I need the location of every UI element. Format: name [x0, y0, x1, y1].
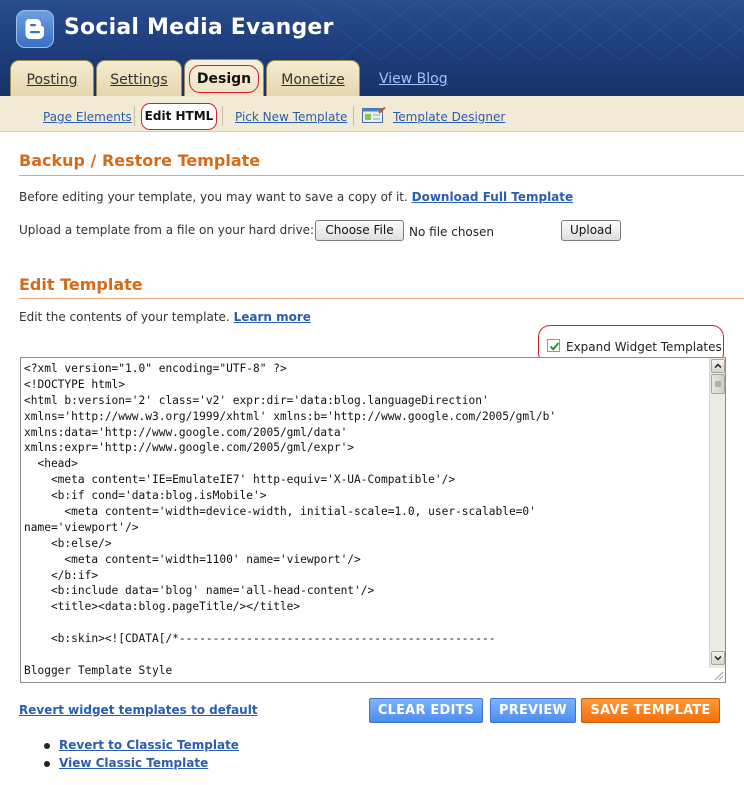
- upload-instructions: Upload a template from a file on your hard drive:: [19, 223, 315, 237]
- subnav-divider: [222, 106, 223, 126]
- subnav-pick-new-template[interactable]: Pick New Template: [235, 110, 348, 124]
- code-line: name='viewport'/>: [24, 520, 139, 534]
- revert-to-classic-template-link[interactable]: Revert to Classic Template: [59, 738, 239, 752]
- revert-widget-templates-link[interactable]: Revert widget templates to default: [19, 703, 258, 717]
- backup-restore-heading: Backup / Restore Template: [19, 151, 261, 170]
- subnav-page-elements[interactable]: Page Elements: [43, 110, 132, 124]
- code-line: <html b:version='2' class='v2' expr:dir='data:blog.languageDirection': [24, 393, 489, 407]
- expand-widget-templates-checkbox[interactable]: [547, 339, 560, 352]
- code-line: <!DOCTYPE html>: [24, 377, 126, 391]
- code-line: </b:if>: [24, 568, 99, 582]
- learn-more-link[interactable]: Learn more: [233, 310, 311, 324]
- code-line: xmlns:data='http://www.google.com/2005/gml/data': [24, 425, 348, 439]
- tab-monetize[interactable]: Monetize: [266, 60, 360, 96]
- code-line: xmlns:expr='http://www.google.com/2005/gml/expr'>: [24, 441, 355, 455]
- backup-intro-text: Before editing your template, you may want to save a copy of it.: [19, 190, 408, 204]
- scrollbar-thumb[interactable]: [711, 374, 725, 394]
- view-blog-link[interactable]: View Blog: [379, 71, 448, 87]
- code-line: <meta content='IE=EmulateIE7' http-equiv='X-UA-Compatible'/>: [24, 473, 456, 487]
- code-line: Blogger Template Style: [24, 663, 173, 677]
- clear-edits-button[interactable]: CLEAR EDITS: [369, 698, 483, 723]
- tab-posting[interactable]: Posting: [10, 60, 94, 96]
- code-line: <b:if cond='data:blog.isMobile'>: [24, 489, 267, 503]
- template-designer-icon[interactable]: [362, 107, 386, 124]
- subnav-template-designer[interactable]: Template Designer: [393, 110, 506, 124]
- tab-design-label: Design: [196, 71, 252, 87]
- file-status: No file chosen: [409, 225, 495, 239]
- highlight-ring: [189, 65, 259, 93]
- subnav-divider: [134, 106, 135, 126]
- code-line: <?xml version="1.0" encoding="UTF-8" ?>: [24, 362, 287, 375]
- code-line: <meta content='width=1100' name='viewport'/>: [24, 552, 361, 566]
- code-line: [24, 647, 712, 663]
- scroll-up-arrow-icon[interactable]: [711, 359, 725, 373]
- download-full-template-link[interactable]: Download Full Template: [411, 190, 574, 204]
- edit-template-heading: Edit Template: [19, 275, 143, 294]
- checkmark-icon: [549, 341, 560, 352]
- tab-settings[interactable]: Settings: [96, 60, 182, 96]
- resize-handle-icon[interactable]: [712, 669, 724, 681]
- code-line: xmlns='http://www.w3.org/1999/xhtml' xmlns:b='http://www.google.com/2005/gml/b': [24, 409, 557, 423]
- bullet-icon: [44, 761, 50, 767]
- edit-intro: [19, 310, 311, 324]
- scroll-down-arrow-icon[interactable]: [711, 651, 725, 665]
- preview-button[interactable]: PREVIEW: [490, 698, 576, 723]
- tab-design[interactable]: [184, 59, 264, 97]
- section-divider: [19, 175, 744, 176]
- section-divider: [19, 298, 744, 299]
- subnav-divider: [353, 106, 354, 126]
- view-classic-template-link[interactable]: View Classic Template: [59, 756, 209, 770]
- code-line: [24, 615, 712, 631]
- code-line: <head>: [24, 457, 78, 471]
- code-lines: [24, 361, 712, 679]
- code-line: <b:skin><![CDATA[/*-----------------------------------------------: [24, 632, 496, 646]
- backup-intro: [19, 190, 573, 204]
- bullet-icon: [44, 743, 50, 749]
- code-line: <meta content='width=device-width, initial-scale=1.0, user-scalable=0': [24, 505, 536, 519]
- editor-scrollbar[interactable]: [709, 358, 725, 668]
- template-code-editor[interactable]: [20, 357, 726, 683]
- save-template-button[interactable]: SAVE TEMPLATE: [581, 698, 720, 723]
- blog-title: Social Media Evanger: [64, 15, 334, 40]
- subnav-edit-html[interactable]: Edit HTML: [141, 103, 217, 130]
- blogger-logo-icon[interactable]: [16, 10, 54, 48]
- code-line: <b:else/>: [24, 536, 112, 550]
- choose-file-button[interactable]: Choose File: [315, 220, 404, 241]
- code-line: <b:include data='blog' name='all-head-content'/>: [24, 584, 375, 598]
- code-line: <title><data:blog.pageTitle/></title>: [24, 600, 301, 614]
- expand-widget-templates-label[interactable]: Expand Widget Templates: [566, 340, 722, 354]
- upload-button[interactable]: Upload: [561, 220, 621, 241]
- edit-intro-text: Edit the contents of your template.: [19, 310, 230, 324]
